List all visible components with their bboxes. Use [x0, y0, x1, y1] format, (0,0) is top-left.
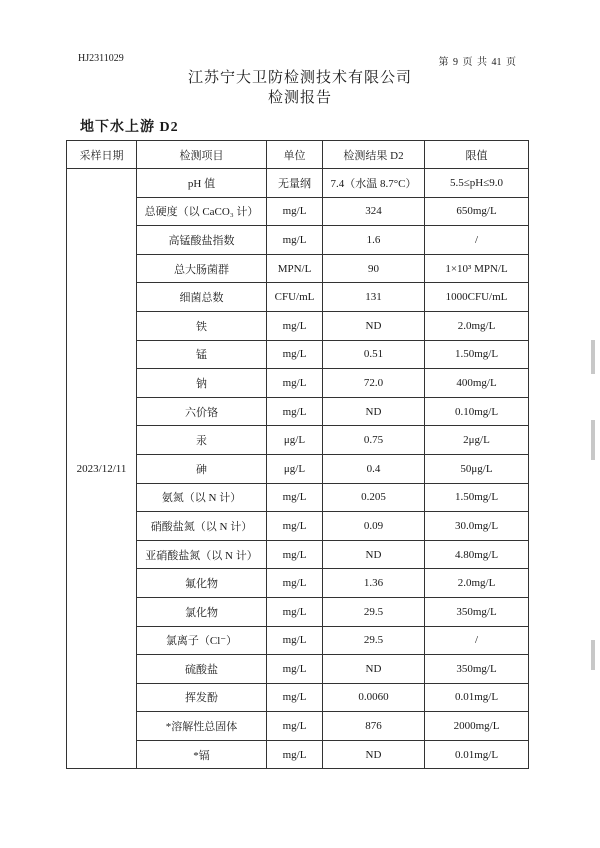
table-header-row: [67, 141, 529, 169]
result-cell: 0.4: [323, 454, 425, 483]
item-cell: 汞: [137, 426, 267, 455]
unit-cell: mg/L: [267, 626, 323, 655]
result-cell: ND: [323, 397, 425, 426]
limit-cell: 650mg/L: [425, 197, 529, 226]
unit-cell: mg/L: [267, 512, 323, 541]
table-row: [67, 340, 529, 369]
item-cell: 氯离子（Cl⁻）: [137, 626, 267, 655]
table-row: [67, 254, 529, 283]
results-table: [66, 140, 529, 769]
unit-cell: μg/L: [267, 426, 323, 455]
table-row: [67, 169, 529, 198]
table-row: [67, 311, 529, 340]
unit-cell: mg/L: [267, 311, 323, 340]
report-code: HJ2311029: [78, 53, 124, 64]
sample-date-cell: 2023/12/11: [67, 169, 137, 769]
limit-cell: 2μg/L: [425, 426, 529, 455]
unit-cell: mg/L: [267, 540, 323, 569]
item-cell: 锰: [137, 340, 267, 369]
table-row: [67, 626, 529, 655]
item-cell: pH 值: [137, 169, 267, 198]
limit-cell: 2.0mg/L: [425, 569, 529, 598]
table-row: [67, 426, 529, 455]
result-cell: ND: [323, 311, 425, 340]
unit-cell: mg/L: [267, 369, 323, 398]
result-cell: 324: [323, 197, 425, 226]
limit-cell: 1000CFU/mL: [425, 283, 529, 312]
column-header: 检测项目: [137, 141, 267, 169]
limit-cell: 1.50mg/L: [425, 483, 529, 512]
result-cell: ND: [323, 740, 425, 769]
unit-cell: CFU/mL: [267, 283, 323, 312]
item-cell: *镉: [137, 740, 267, 769]
result-cell: 0.09: [323, 512, 425, 541]
item-cell: 总硬度（以 CaCO₃ 计）: [137, 197, 267, 226]
item-cell: 铁: [137, 311, 267, 340]
unit-cell: mg/L: [267, 569, 323, 598]
result-cell: 0.205: [323, 483, 425, 512]
item-cell: 氟化物: [137, 569, 267, 598]
unit-cell: 无量纲: [267, 169, 323, 198]
unit-cell: mg/L: [267, 597, 323, 626]
item-cell: 钠: [137, 369, 267, 398]
item-cell: 六价铬: [137, 397, 267, 426]
table-row: [67, 683, 529, 712]
table-row: [67, 712, 529, 741]
limit-cell: /: [425, 226, 529, 255]
result-cell: ND: [323, 655, 425, 684]
limit-cell: 350mg/L: [425, 655, 529, 684]
item-cell: 氨氮（以 N 计）: [137, 483, 267, 512]
item-cell: 氯化物: [137, 597, 267, 626]
edge-mark: [591, 420, 595, 460]
table-row: [67, 740, 529, 769]
result-cell: 29.5: [323, 626, 425, 655]
column-header: 单位: [267, 141, 323, 169]
item-cell: 细菌总数: [137, 283, 267, 312]
table-row: [67, 369, 529, 398]
column-header: 检测结果 D2: [323, 141, 425, 169]
table-row: [67, 483, 529, 512]
limit-cell: 1.50mg/L: [425, 340, 529, 369]
table-row: [67, 226, 529, 255]
item-cell: 亚硝酸盐氮（以 N 计）: [137, 540, 267, 569]
result-cell: 0.75: [323, 426, 425, 455]
limit-cell: 0.10mg/L: [425, 397, 529, 426]
table-row: [67, 597, 529, 626]
table-row: [67, 512, 529, 541]
result-cell: 876: [323, 712, 425, 741]
result-cell: 7.4（水温 8.7°C）: [323, 169, 425, 198]
edge-mark: [591, 640, 595, 670]
company-name: 江苏宁大卫防检测技术有限公司: [187, 70, 412, 86]
limit-cell: 2000mg/L: [425, 712, 529, 741]
result-cell: 0.0060: [323, 683, 425, 712]
unit-cell: mg/L: [267, 483, 323, 512]
item-cell: 高锰酸盐指数: [137, 226, 267, 255]
result-cell: 72.0: [323, 369, 425, 398]
limit-cell: 0.01mg/L: [425, 740, 529, 769]
result-cell: 131: [323, 283, 425, 312]
unit-cell: mg/L: [267, 340, 323, 369]
unit-cell: mg/L: [267, 226, 323, 255]
item-cell: 总大肠菌群: [137, 254, 267, 283]
limit-cell: 4.80mg/L: [425, 540, 529, 569]
result-cell: 0.51: [323, 340, 425, 369]
limit-cell: 5.5≤pH≤9.0: [425, 169, 529, 198]
item-cell: 硝酸盐氮（以 N 计）: [137, 512, 267, 541]
result-cell: 1.36: [323, 569, 425, 598]
table-row: [67, 569, 529, 598]
unit-cell: μg/L: [267, 454, 323, 483]
unit-cell: mg/L: [267, 740, 323, 769]
table-row: [67, 283, 529, 312]
table-row: [67, 454, 529, 483]
limit-cell: 1×10³ MPN/L: [425, 254, 529, 283]
limit-cell: 400mg/L: [425, 369, 529, 398]
unit-cell: mg/L: [267, 655, 323, 684]
report-title: 检测报告: [267, 90, 332, 106]
table-row: [67, 397, 529, 426]
column-header: 采样日期: [67, 141, 137, 169]
result-cell: 1.6: [323, 226, 425, 255]
table-row: [67, 655, 529, 684]
result-cell: 29.5: [323, 597, 425, 626]
item-cell: 硫酸盐: [137, 655, 267, 684]
item-cell: 砷: [137, 454, 267, 483]
table-row: [67, 197, 529, 226]
unit-cell: mg/L: [267, 197, 323, 226]
limit-cell: /: [425, 626, 529, 655]
limit-cell: 350mg/L: [425, 597, 529, 626]
limit-cell: 50μg/L: [425, 454, 529, 483]
table-row: [67, 540, 529, 569]
limit-cell: 2.0mg/L: [425, 311, 529, 340]
limit-cell: 30.0mg/L: [425, 512, 529, 541]
section-title: 地下水上游 D2: [80, 120, 179, 135]
unit-cell: mg/L: [267, 712, 323, 741]
limit-cell: 0.01mg/L: [425, 683, 529, 712]
table-body: [67, 169, 529, 769]
page-number: 第 9 页 共 41 页: [438, 57, 516, 68]
column-header: 限值: [425, 141, 529, 169]
result-cell: ND: [323, 540, 425, 569]
item-cell: *溶解性总固体: [137, 712, 267, 741]
result-cell: 90: [323, 254, 425, 283]
edge-mark: [591, 340, 595, 374]
unit-cell: MPN/L: [267, 254, 323, 283]
item-cell: 挥发酚: [137, 683, 267, 712]
unit-cell: mg/L: [267, 397, 323, 426]
unit-cell: mg/L: [267, 683, 323, 712]
